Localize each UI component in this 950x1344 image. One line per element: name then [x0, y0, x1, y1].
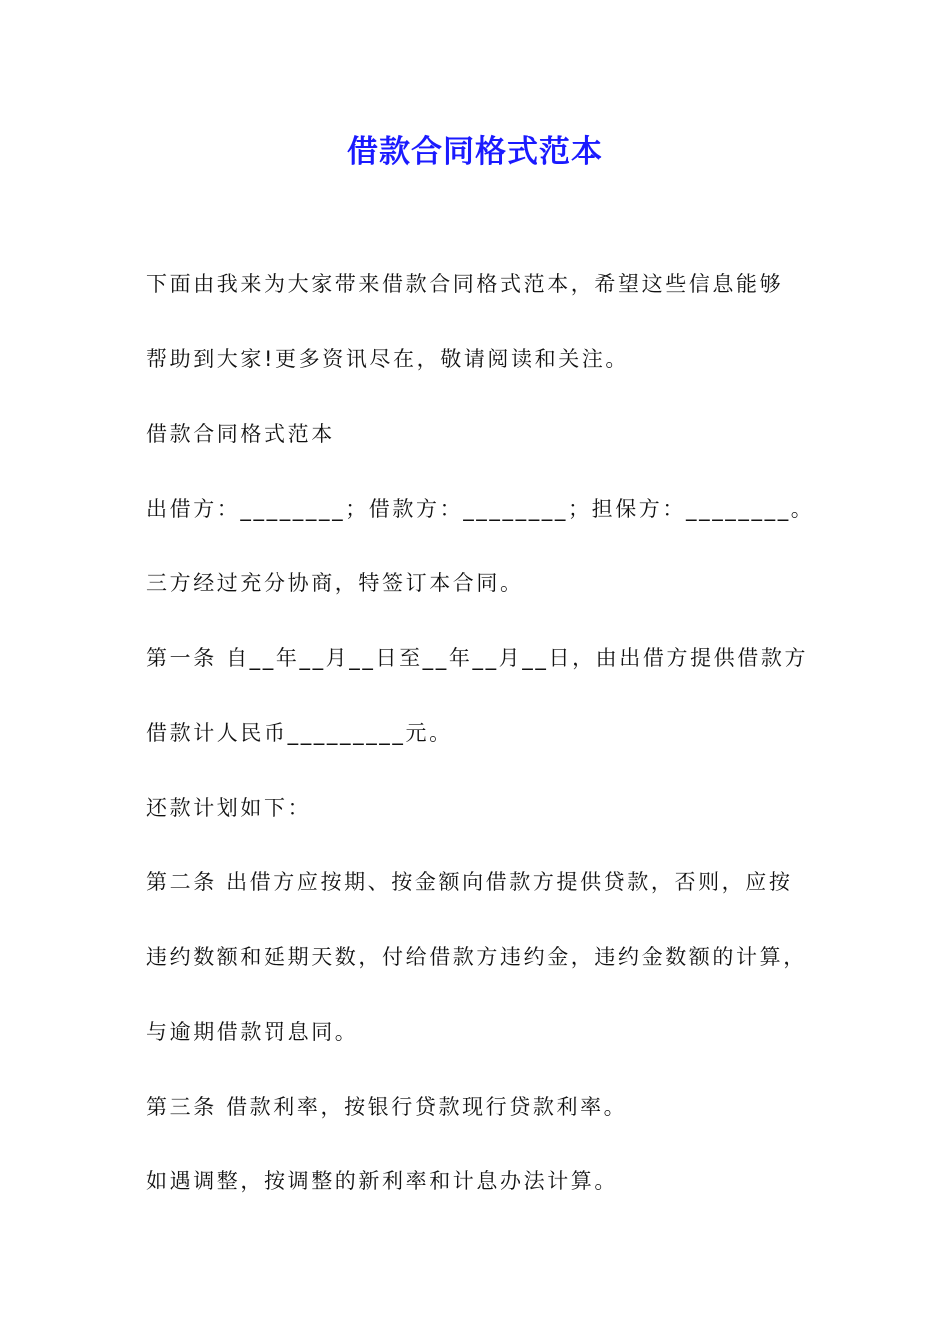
paragraph-line: 下面由我来为大家带来借款合同格式范本，希望这些信息能够: [146, 272, 784, 296]
paragraph-line: 如遇调整，按调整的新利率和计息办法计算。: [146, 1169, 618, 1193]
paragraph-line: 帮助到大家!更多资讯尽在，敬请阅读和关注。: [146, 347, 630, 371]
paragraph-line: 第二条 出借方应按期、按金额向借款方提供贷款，否则，应按: [146, 870, 793, 894]
paragraph-line: 借款合同格式范本: [146, 422, 335, 446]
paragraph-line: 与逾期借款罚息同。: [146, 1020, 359, 1044]
paragraph-line: 违约数额和延期天数，付给借款方违约金，违约金数额的计算，: [146, 945, 807, 969]
paragraph-line: 出借方：________；借款方：________；担保方：________。: [146, 497, 815, 521]
paragraph-line: 第三条 借款利率，按银行贷款现行贷款利率。: [146, 1095, 628, 1119]
paragraph-line: 还款计划如下：: [146, 796, 312, 820]
paragraph-line: 三方经过充分协商，特签订本合同。: [146, 571, 524, 595]
document-title: 借款合同格式范本: [347, 134, 603, 170]
paragraph-line: 第一条 自__年__月__日至__年__月__日，由出借方提供借款方: [146, 646, 809, 670]
paragraph-line: 借款计人民币_________元。: [146, 721, 453, 745]
